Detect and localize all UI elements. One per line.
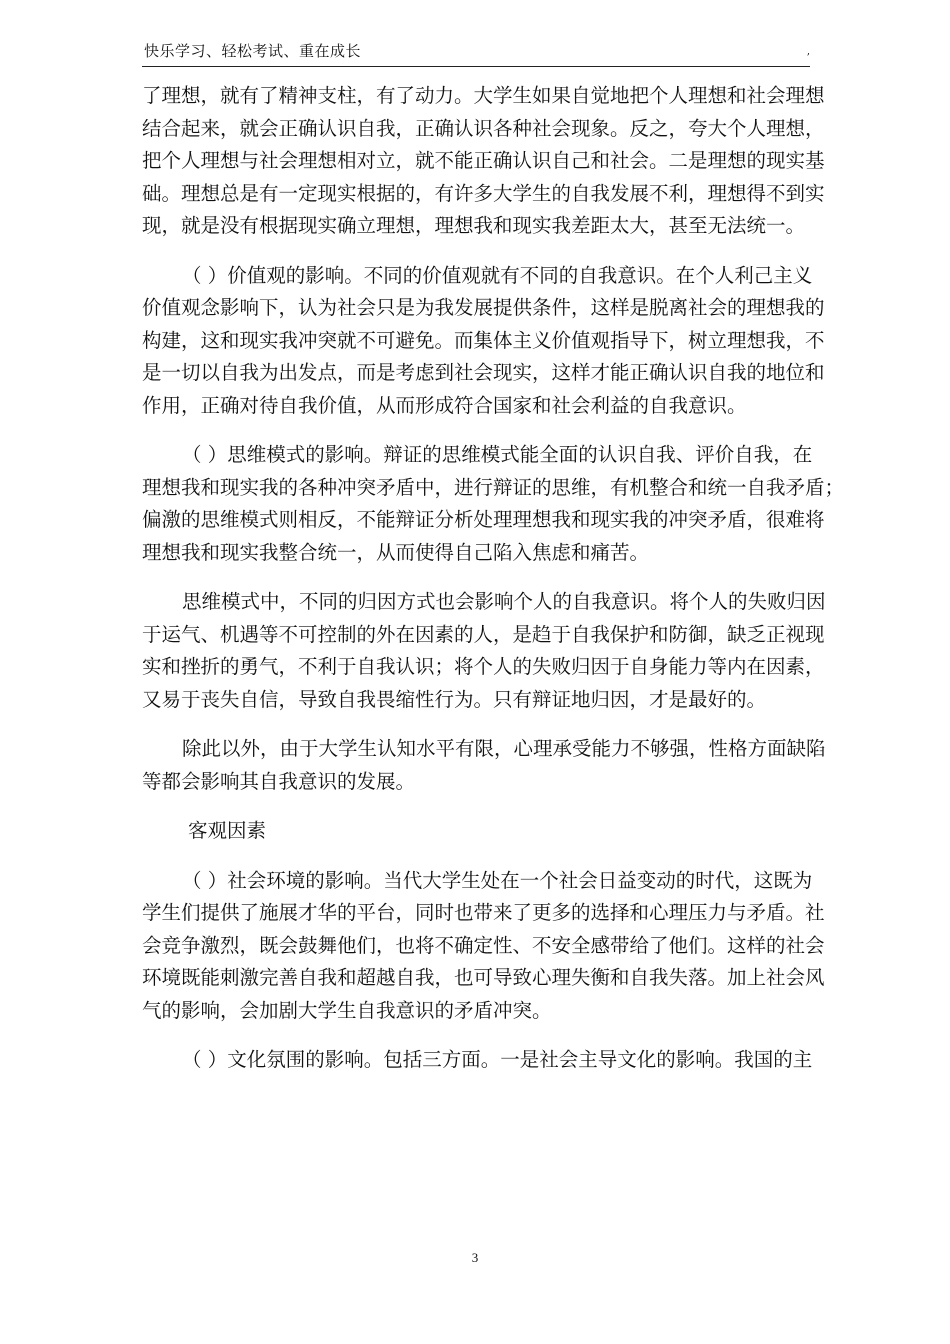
text-line: 了理想，就有了精神支柱，有了动力。大学生如果自觉地把个人理想和社会理想: [142, 84, 825, 107]
document-body: [142, 80, 845, 1094]
text-line: 会竞争激烈，既会鼓舞他们，也将不确定性、不安全感带给了他们。这样的社会: [142, 933, 825, 957]
paragraph-ideal-continued: [142, 80, 825, 243]
text-line: 于运气、机遇等不可控制的外在因素的人，是趋于自我保护和防御，缺乏正视现: [142, 622, 825, 646]
text-line: 结合起来，就会正确认识自我，正确认识各种社会现象。反之，夸大个人理想，: [142, 116, 825, 140]
paragraph-other-factors: [142, 733, 826, 798]
paragraph-cultural-atmosphere: [142, 1044, 813, 1077]
text-line: 又易于丧失自信，导致自我畏缩性行为。只有辩证地归因，才是最好的。: [142, 687, 767, 711]
text-line: 等都会影响其自我意识的发展。: [142, 769, 416, 793]
text-line: 学生们提供了施展才华的平台，同时也带来了更多的选择和心理压力与矛盾。社: [142, 901, 825, 924]
text-line: 除此以外，由于大学生认知水平有限，心理承受能力不够强，性格方面缺陷: [182, 737, 826, 760]
text-line: 思维模式中，不同的归因方式也会影响个人的自我意识。将个人的失败归因: [182, 590, 826, 613]
text-line: 实和挫折的勇气，不利于自我认识；将个人的失败归因于自身能力等内在因素，: [142, 655, 825, 678]
text-line: 气的影响，会加剧大学生自我意识的矛盾冲突。: [142, 998, 552, 1022]
text-line: （ ）社会环境的影响。当代大学生处在一个社会日益变动的时代，这既为: [182, 868, 813, 892]
text-line: （ ）文化氛围的影响。包括三方面。一是社会主导文化的影响。我国的主: [182, 1048, 813, 1071]
text-line: 是一切以自我为出发点，而是考虑到社会现实，这样才能正确认识自我的地位和: [142, 361, 825, 384]
section-heading: 客观因素: [188, 819, 267, 842]
paragraph-attribution: [142, 586, 826, 716]
paragraph-values: [142, 260, 825, 423]
section-heading-objective-factors: [142, 815, 810, 848]
text-line: 环境既能刺激完善自我和超越自我，也可导致心理失衡和自我失落。加上社会风: [142, 966, 825, 989]
text-line: 作用，正确对待自我价值，从而形成符合国家和社会利益的自我意识。: [142, 393, 747, 417]
text-line: 现，就是没有根据现实确立理想，理想我和现实我差距太大，甚至无法统一。: [142, 214, 806, 237]
text-line: （ ）思维模式的影响。辩证的思维模式能全面的认识自我、评价自我，在: [182, 443, 813, 466]
paragraph-social-environment: [142, 865, 825, 1028]
text-line: 理想我和现实我整合统一，从而使得自己陷入焦虑和痛苦。: [142, 540, 650, 564]
page-number: 3: [471, 1250, 479, 1265]
text-line: 偏激的思维模式则相反，不能辩证分析处理理想我和现实我的冲突矛盾，很难将: [142, 508, 825, 531]
paragraph-thinking-mode: [142, 439, 845, 569]
text-line: 础。理想总是有一定现实根据的，有许多大学生的自我发展不利，理想得不到实: [142, 181, 825, 205]
header-title: 快乐学习、轻松考试、重在成长: [144, 42, 362, 60]
text-line: （ ）价值观的影响。不同的价值观就有不同的自我意识。在个人利己主义: [182, 263, 813, 287]
text-line: 把个人理想与社会理想相对立，就不能正确认识自己和社会。二是理想的现实基: [142, 149, 825, 172]
text-line: 价值观念影响下，认为社会只是为我发展提供条件，这样是脱离社会的理想我的: [142, 296, 825, 319]
header-mark: ,: [806, 46, 810, 57]
page-header: [142, 38, 810, 67]
text-line: 构建，这和现实我冲突就不可避免。而集体主义价值观指导下，树立理想我，不: [142, 328, 825, 352]
text-line: 理想我和现实我的各种冲突矛盾中，进行辩证的思维，有机整合和统一自我矛盾；: [142, 475, 845, 499]
